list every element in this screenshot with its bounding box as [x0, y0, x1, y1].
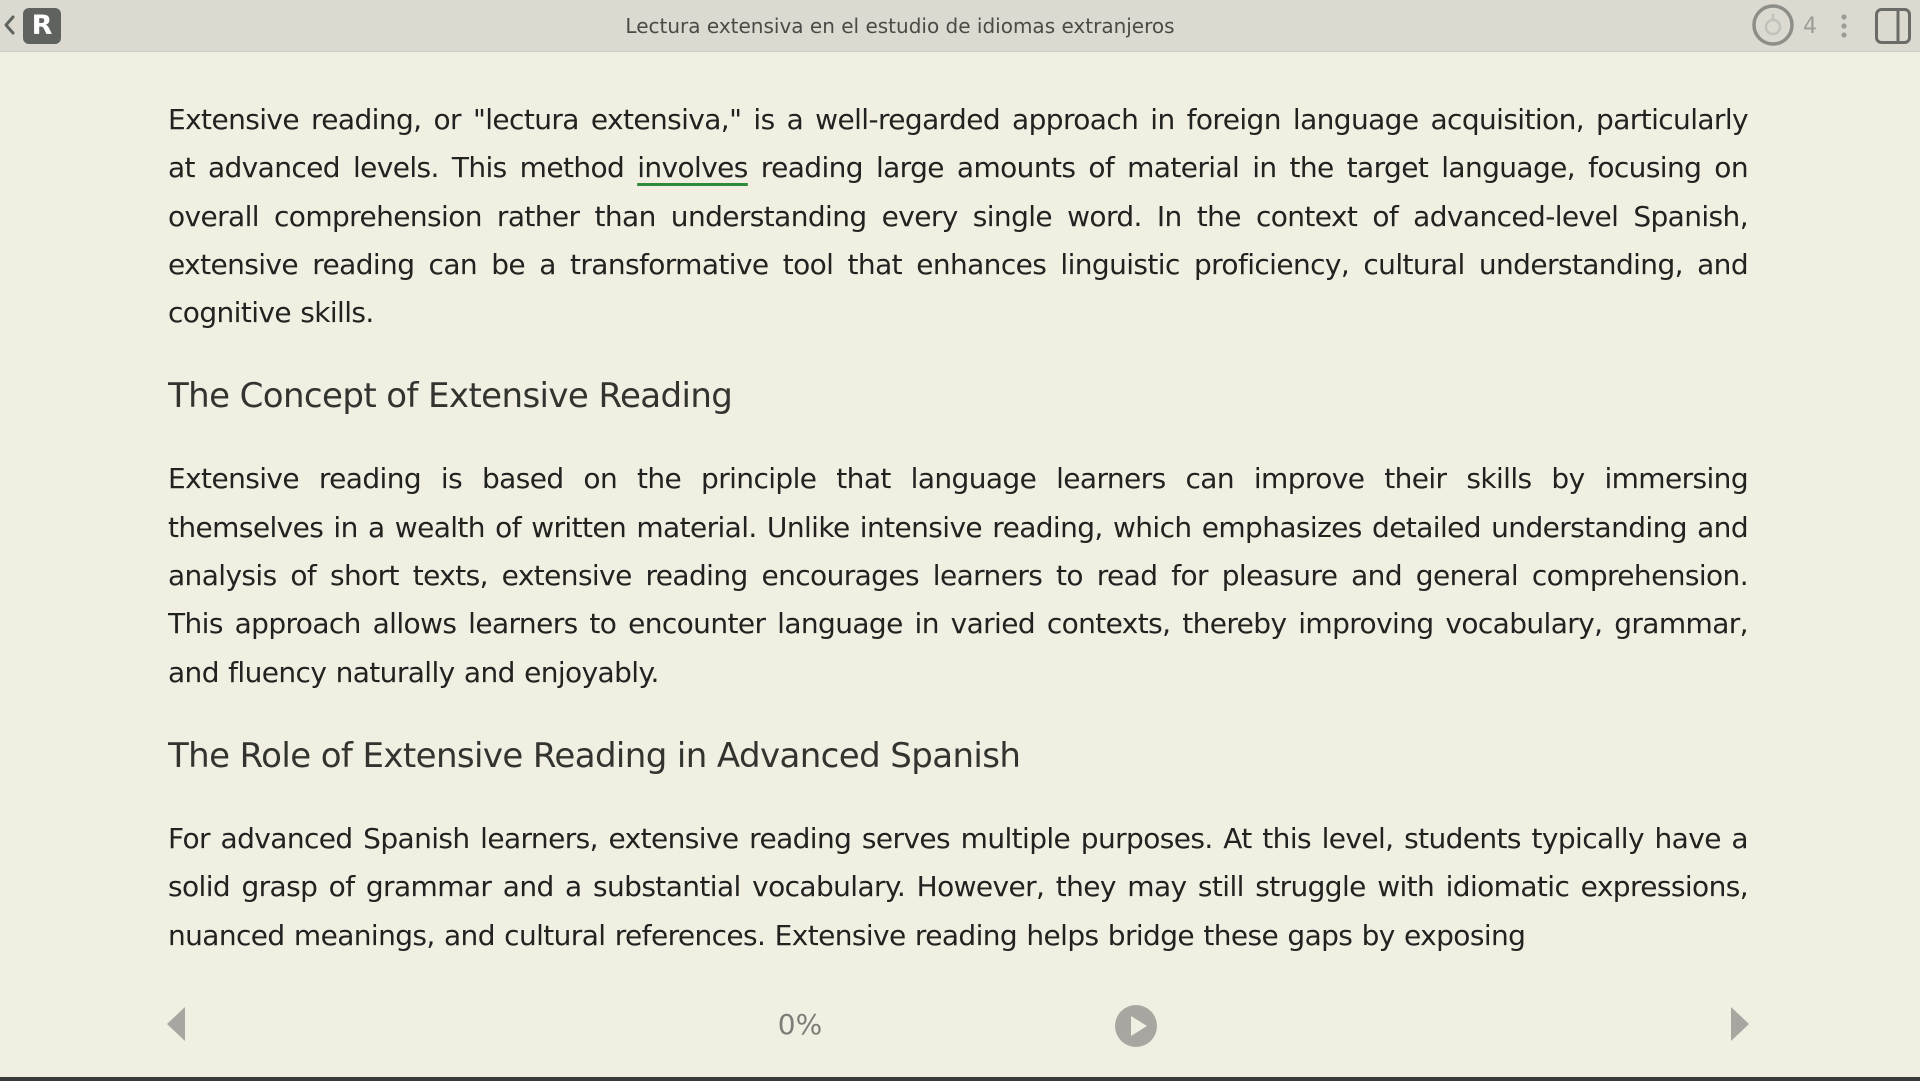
paragraph-intro-text: Extensive reading, or "lectura extensiva," is a well-regarded approach in foreign language acquisition, particularly at advanced levels. This method: [168, 103, 1748, 185]
sidebar-panel-icon[interactable]: [1874, 7, 1912, 45]
bottom-bar: [0, 990, 1920, 1060]
paragraph-intro: [168, 96, 1748, 337]
timer-count: 4: [1803, 14, 1817, 39]
paragraph-intro-text-rest: reading large amounts of material in the target language, focusing on overall comprehension rather than understanding every single word. In the context of advanced-level Spanish, extensive reading can be a transformative tool that enhances linguistic proficiency, cultural understanding, and cognitive skills.: [168, 151, 1748, 330]
top-bar: [0, 0, 1920, 52]
section-heading-role: The Role of Extensive Reading in Advanced Spanish: [168, 735, 1021, 776]
section-heading-concept: The Concept of Extensive Reading: [168, 376, 733, 417]
triangle-right-icon[interactable]: [1729, 1005, 1751, 1043]
more-vertical-icon[interactable]: [1836, 13, 1852, 39]
play-circle-icon[interactable]: [1114, 1004, 1158, 1048]
app-logo[interactable]: R: [23, 8, 61, 44]
document-title: Lectura extensiva en el estudio de idiomas extranjeros: [625, 14, 1175, 38]
triangle-left-icon[interactable]: [165, 1005, 187, 1043]
chevron-left-icon[interactable]: [2, 12, 16, 38]
reading-content: [168, 96, 1748, 961]
timer-icon[interactable]: [1751, 3, 1795, 47]
progress-label: 0%: [777, 1008, 823, 1041]
paragraph-role: For advanced Spanish learners, extensive reading serves multiple purposes. At this level, students typically have a solid grasp of grammar and a substantial vocabulary. However, they may still struggle with idiomatic expressions, nuanced meanings, and cultural references. Extensive reading helps bridge these gaps by exposing: [168, 821, 1748, 952]
paragraph-concept: Extensive reading is based on the principle that language learners can improve their skills by immersing themselves in a wealth of written material. Unlike intensive reading, which emphasizes detailed understanding and analysis of short texts, extensive reading encourages learners to read for pleasure and general comprehension. This approach allows learners to encounter language in varied contexts, thereby improving vocabulary, grammar, and fluency naturally and enjoyably.: [168, 462, 1748, 689]
window-bottom-edge: [0, 1077, 1920, 1081]
highlighted-word[interactable]: involves: [637, 151, 748, 185]
